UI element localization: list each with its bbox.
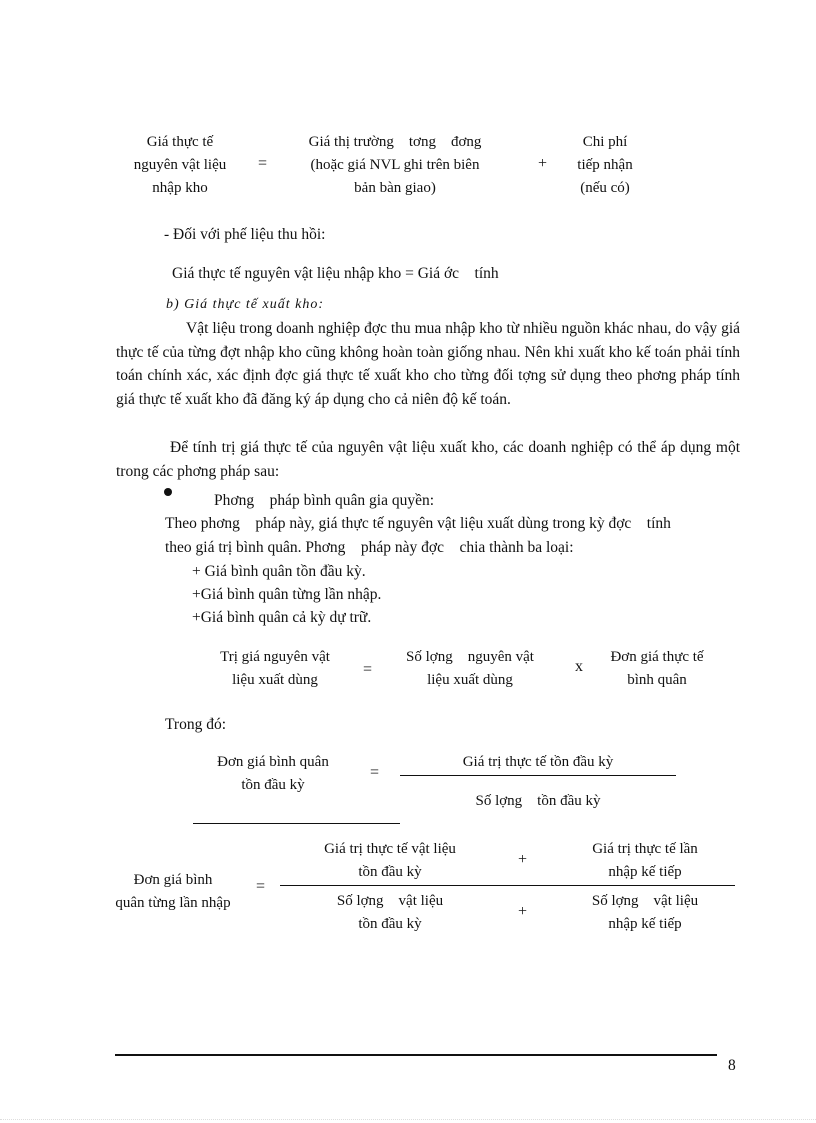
formula-each-plus-1: + bbox=[518, 851, 528, 868]
page-number: 8 bbox=[728, 1057, 736, 1074]
page-edge bbox=[0, 1119, 816, 1120]
formula-value-right: Đơn giá thực tế bình quân bbox=[610, 649, 704, 688]
formula-import-right: Chi phí tiếp nhận (nếu có) bbox=[577, 134, 633, 196]
formula-begin-numerator: Giá trị thực tế tồn đầu kỳ bbox=[462, 754, 614, 770]
method-1-desc-line-1: Theo phơng pháp này, giá thực tế nguyên vật liệu xuất dùng trong kỳ đợc tính bbox=[165, 515, 671, 532]
formula-each-num-a: Giá trị thực tế vật liệu tồn đầu kỳ bbox=[324, 841, 456, 880]
formula-each-den-b: Số lợng vật liệu nhập kế tiếp bbox=[591, 893, 699, 932]
separator-line bbox=[193, 823, 400, 824]
method-1-desc-line-2: theo giá trị bình quân. Phơng pháp này đợc chia thành ba loại: bbox=[165, 539, 574, 556]
formula-import-left: Giá thực tế nguyên vật liệu nhập kho bbox=[133, 134, 227, 196]
method-1-item: + Giá bình quân tồn đầu kỳ. bbox=[192, 563, 366, 580]
trong-do-label: Trong đó: bbox=[165, 716, 227, 733]
formula-import-plus: + bbox=[538, 155, 548, 172]
method-1-item: +Giá bình quân từng lần nhập. bbox=[192, 586, 382, 603]
formula-value-times: x bbox=[575, 658, 583, 675]
method-1-label: Phơng pháp bình quân gia quyền: bbox=[214, 492, 435, 509]
bullet-dot bbox=[164, 488, 172, 496]
formula-begin-denominator: Số lợng tồn đầu kỳ bbox=[475, 793, 601, 809]
scrap-bullet: - Đối với phế liệu thu hồi: bbox=[164, 226, 326, 243]
section-b-paragraph-1: Vật liệu trong doanh nghiệp đợc thu mua nhập kho từ nhiều nguồn khác nhau, do vậy giá thực tế của từng đợt nhập kho cũng không hoàn toàn giống nhau. Nên khi xuất kho kế toán phải tính toán chính xác, xác định đợc giá thực tế xuất kho cho từng đối tợng sử dụng theo phơng pháp tính giá thực tế xuất kho đã đăng ký áp dụng cho cả niên độ kế toán. bbox=[116, 320, 740, 408]
formula-begin-eq: = bbox=[370, 764, 380, 781]
fraction-bar bbox=[400, 775, 676, 776]
formula-begin-left: Đơn giá bình quân tồn đầu kỳ bbox=[217, 754, 329, 793]
formula-each-den-a: Số lợng vật liệu tồn đầu kỳ bbox=[336, 893, 444, 932]
footer-rule bbox=[115, 1054, 717, 1056]
formula-each-num-b: Giá trị thực tế lần nhập kế tiếp bbox=[592, 841, 698, 880]
section-b-paragraph-2: Để tính trị giá thực tế của nguyên vật liệu xuất kho, các doanh nghiệp có thể áp dụng một trong các phơng pháp sau: bbox=[116, 439, 740, 480]
scrap-formula: Giá thực tế nguyên vật liệu nhập kho = Giá ớc tính bbox=[172, 265, 499, 282]
method-1-item: +Giá bình quân cả kỳ dự trữ. bbox=[192, 609, 372, 626]
formula-each-plus-2: + bbox=[518, 903, 528, 920]
fraction-bar bbox=[280, 885, 735, 886]
formula-import-middle: Giá thị trường tơng đơng (hoặc giá NVL ghi trên biên bản bàn giao) bbox=[308, 134, 482, 196]
section-b-heading: b) Giá thực tế xuất kho: bbox=[166, 297, 324, 312]
formula-each-eq: = bbox=[256, 878, 266, 895]
formula-value-left: Trị giá nguyên vật liệu xuất dùng bbox=[220, 649, 330, 688]
formula-import-eq: = bbox=[258, 155, 268, 172]
formula-value-eq: = bbox=[363, 661, 373, 678]
formula-value-middle: Số lợng nguyên vật liệu xuất dùng bbox=[406, 649, 534, 688]
formula-each-left: Đơn giá bình quân từng lần nhập bbox=[115, 872, 231, 911]
